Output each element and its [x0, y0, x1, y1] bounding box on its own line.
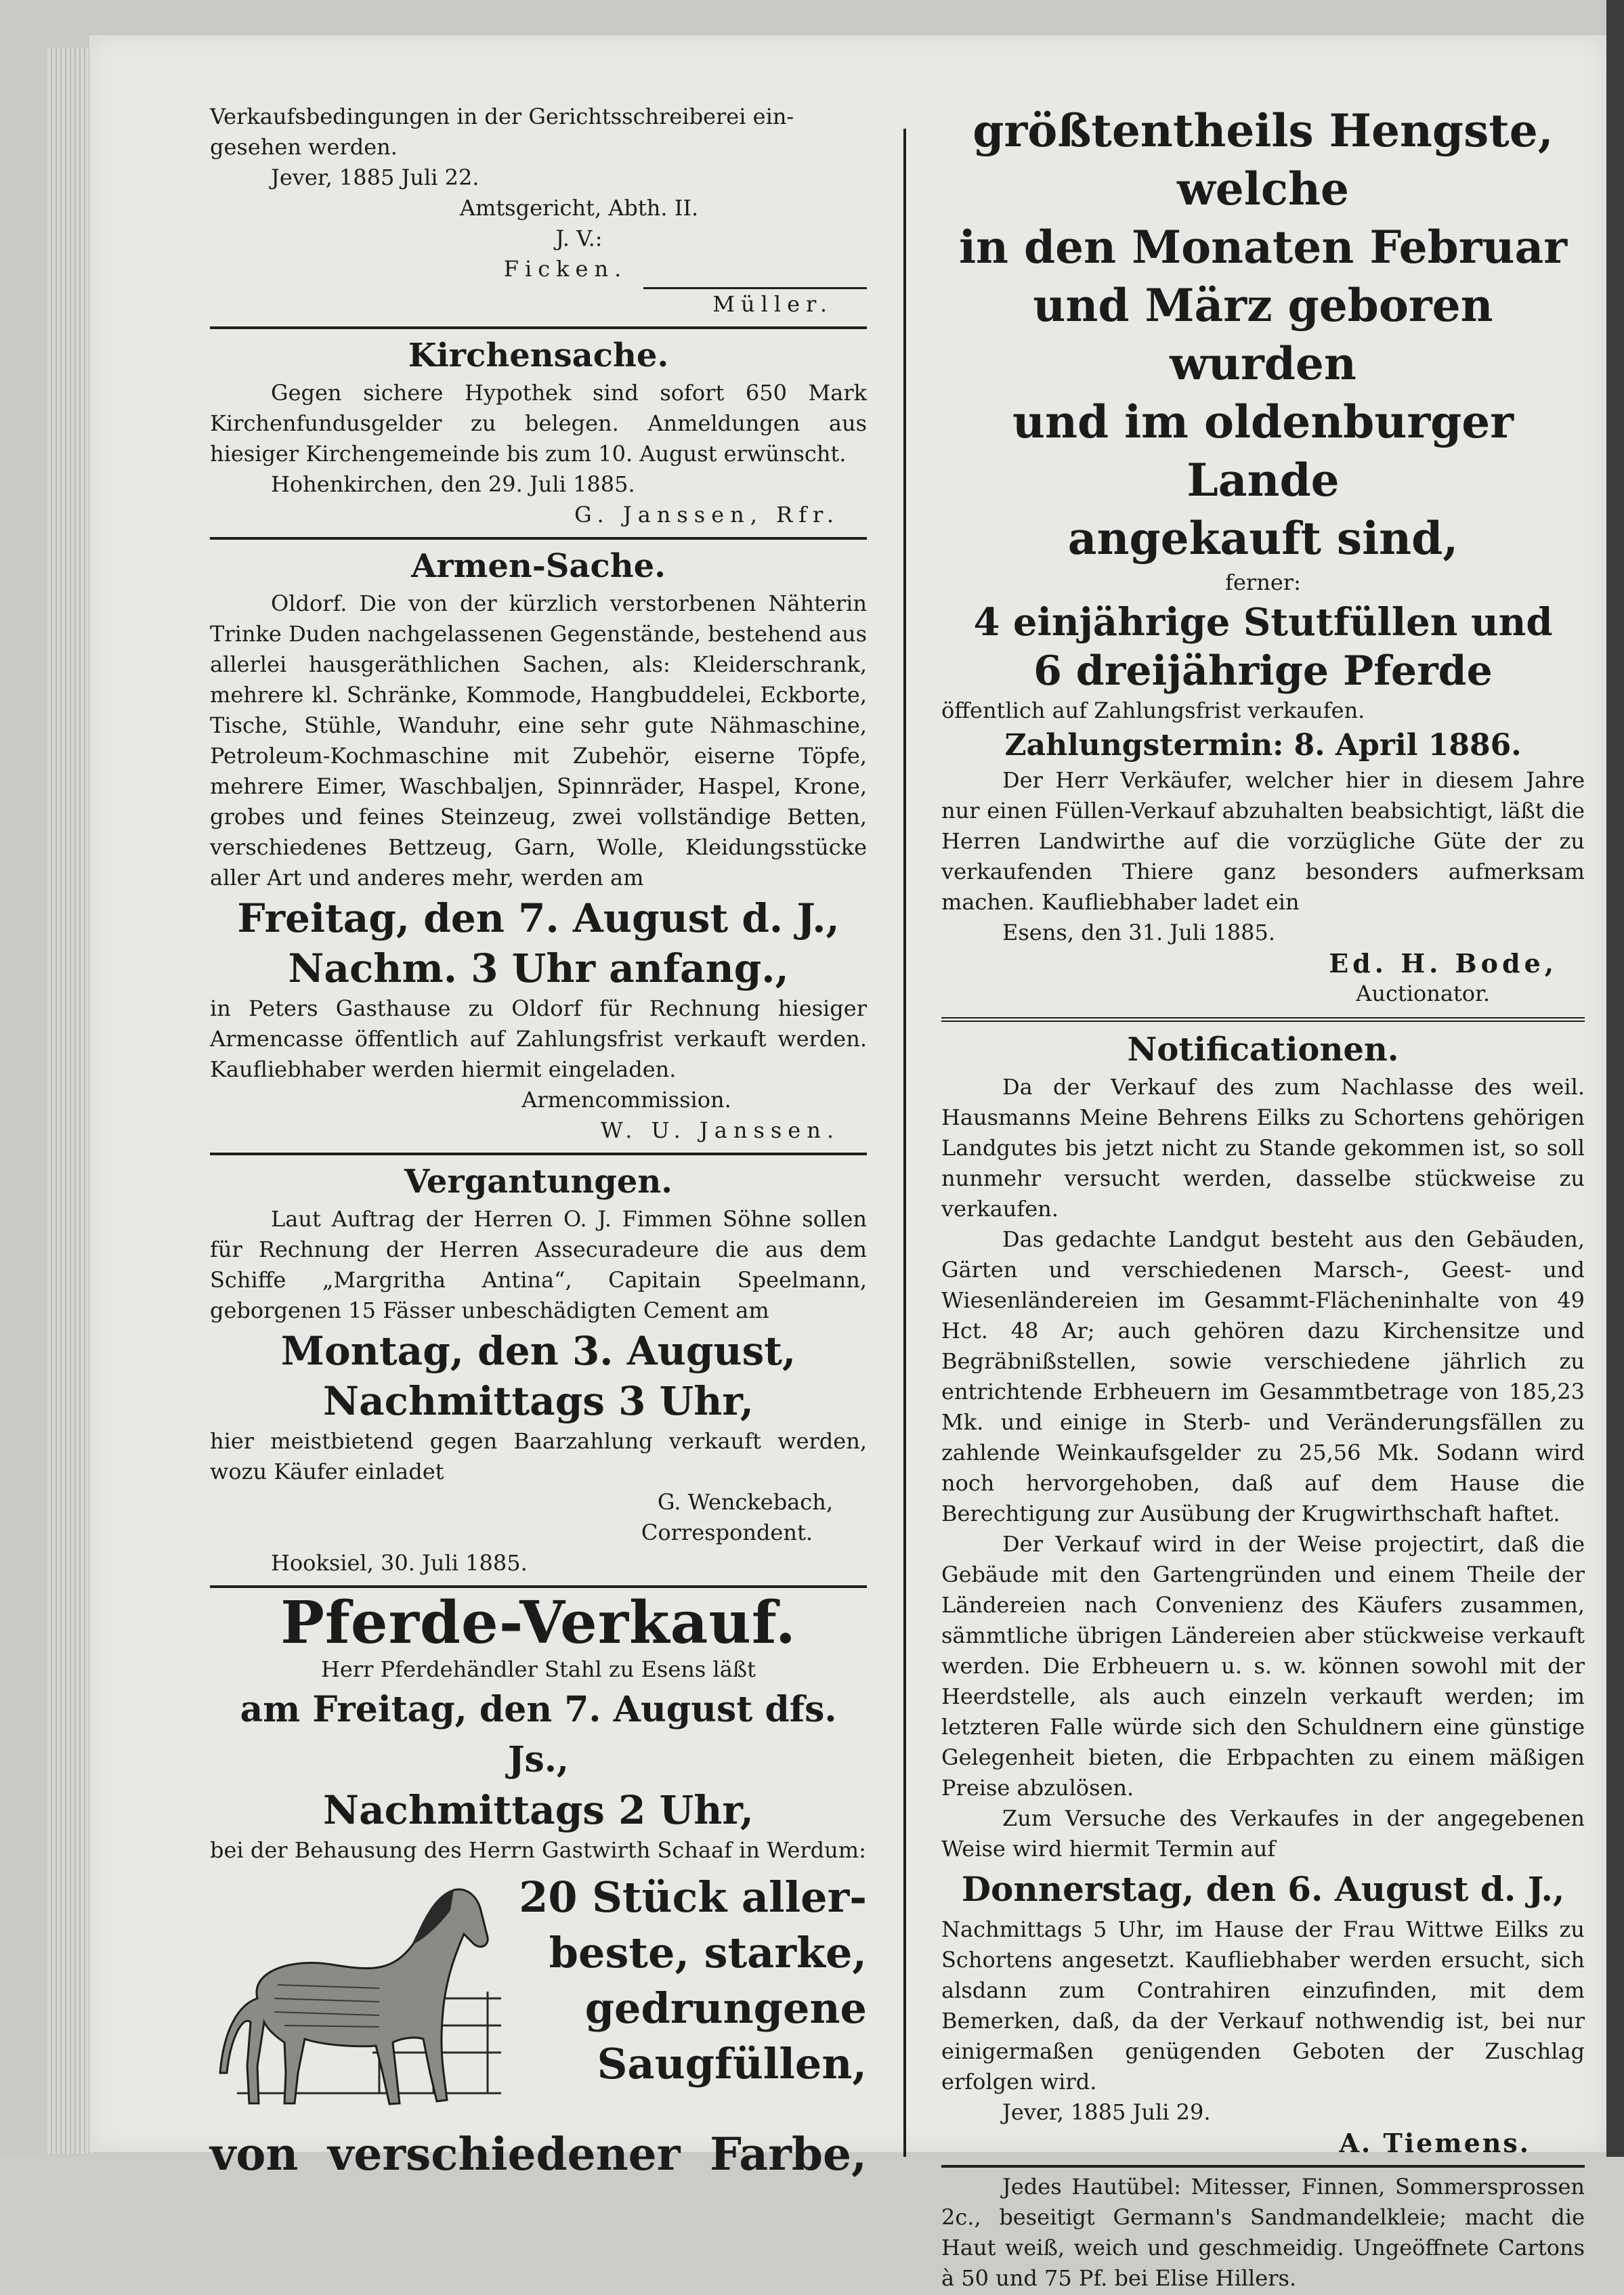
armen-body: Oldorf. Die von der kürzlich verstorbenen Nähterin Trinke Duden nachgelassenen Gegenstände, bestehend aus allerlei hausgeräthlichen Sachen, als: Kleiderschrank, mehrere kl. Schränke, Kommode, Hangbuddelei, Eckborte, Tische, Stühle, Wanduhr, eine sehr gute Nähmaschine, Petroleum-Kochmaschine mit Zubehör, eiserne Töpfe, mehrere Eimer, Waschbaljen, Spinnräder, Haspel, Krone, grobes und feines Steinzeug, zwei vollständige Betten, verschiedenes Bettzeug, Garn, Wolle, Kleidungsstücke aller Art und anderes mehr, werden am	[210, 591, 867, 891]
pferde-cont-line-7: 6 dreijährige Pferde	[1033, 647, 1493, 695]
dark-background-edge	[1606, 0, 1624, 2295]
pferde-ferner: ferner:	[1225, 570, 1301, 595]
vergantungen-body: Laut Auftrag der Herren O. J. Fimmen Söhne sollen für Rechnung der Herren Assecuradeure die aus dem Schiffe „Margritha Antina“, Capitain Speelmann, geborgenen 15 Fässer unbeschädigten Cement am	[210, 1206, 867, 1323]
armen-office: Armencommission.	[521, 1087, 731, 1113]
notif-para-4: Zum Versuche des Verkaufes in der angegebenen Weise wird hiermit Termin auf	[941, 1805, 1585, 1862]
section-rule	[210, 326, 867, 329]
horse-block	[210, 1870, 867, 2127]
kirchensache-body: Gegen sichere Hypothek sind sofort 650 Mark Kirchenfundusgelder zu belegen. Anmeldungen aus hiesiger Kirchengemeinde bis zum 10. August erwünscht.	[210, 380, 867, 467]
pferde-cont-line-1: größtentheils Hengste, welche	[973, 104, 1554, 215]
pferde-date: am Freitag, den 7. August dfs. Js.,	[240, 1689, 837, 1780]
section-rule	[941, 2165, 1585, 2168]
pferde-cont-line-2: in den Monaten Februar	[958, 221, 1568, 274]
kirchensache-place-date: Hohenkirchen, den 29. Juli 1885.	[271, 471, 635, 497]
horse-illustration	[210, 1870, 508, 2127]
section-rule	[210, 1585, 867, 1588]
pferde-cont-line-3: und März geboren wurden	[1033, 279, 1493, 390]
horse-text-line-3: gedrungene	[584, 1983, 867, 2033]
notif-date: Donnerstag, den 6. August d. J.,	[961, 1869, 1565, 1909]
pferde-cont-role: Auctionator.	[1356, 981, 1490, 1006]
pferde-time: Nachmittags 2 Uhr,	[323, 1787, 754, 1833]
hautuebel-text: Jedes Hautübel: Mitesser, Finnen, Sommersprossen 2c., beseitigt Germann's Sandmandelkleie; macht die Haut weiß, weich und geschmeidig. Ungeöffnete Cartons à 50 und 75 Pf. bei Elise Hillers.	[941, 2174, 1585, 2291]
notif-para-1: Da der Verkauf des zum Nachlasse des weil. Hausmanns Meine Behrens Eilks zu Schortens gehörigen Landgutes bis jetzt nicht zu Stande gekommen ist, so soll nunmehr versucht werden, dasselbe stückweise zu verkaufen.	[941, 1074, 1585, 1222]
pferde-cont-line-5: angekauft sind,	[1067, 512, 1459, 565]
notif-place-date: Jever, 1885 Juli 29.	[1002, 2099, 1211, 2125]
armen-body-2: in Peters Gasthause zu Oldorf für Rechnung hiesiger Armencasse öffentlich auf Zahlungsfrist verkauft werden. Kaufliebhaber werden hiermit eingeladen.	[210, 995, 867, 1082]
pferde-cont-signer: Ed. H. Bode,	[1329, 948, 1558, 979]
pferde-cont-body: Der Herr Verkäufer, welcher hier in diesem Jahre nur einen Füllen-Verkauf abzuhalten beabsichtigt, läßt die Herren Landwirthe auf die vorzügliche Güte der zu verkaufenden Thiere ganz besonders aufmerksam machen. Kaufliebhaber ladet ein	[941, 767, 1585, 915]
vergantungen-body-2: hier meistbietend gegen Baarzahlung verkauft werden, wozu Käufer einladet	[210, 1428, 867, 1484]
horse-text-line-1: 20 Stück aller-	[519, 1872, 867, 1922]
notice-line-1: Verkaufsbedingungen in der Gerichtsschreiberei ein-	[210, 104, 794, 129]
notice-place-date: Jever, 1885 Juli 22.	[271, 165, 479, 190]
notice-signer: Ficken.	[503, 256, 628, 282]
pferde-intro: Herr Pferdehändler Stahl zu Esens läßt	[320, 1656, 756, 1682]
column-divider	[903, 129, 906, 2157]
vergantungen-date: Montag, den 3. August,	[280, 1328, 796, 1374]
right-column	[941, 102, 1585, 2294]
armen-date: Freitag, den 7. August d. J.,	[237, 895, 840, 941]
section-rule	[941, 1017, 1585, 1022]
horse-icon	[210, 1870, 508, 2127]
horse-text-line-4: Saugfüllen,	[597, 2039, 867, 2088]
pferde-cont-place-date: Esens, den 31. Juli 1885.	[1002, 920, 1276, 945]
pferde-termin: Zahlungstermin: 8. April 1886.	[1004, 728, 1522, 763]
kirchensache-heading: Kirchensache.	[408, 337, 669, 374]
section-rule	[210, 1153, 867, 1155]
vergantungen-place-date: Hooksiel, 30. Juli 1885.	[271, 1550, 528, 1576]
notice-proxy: J. V.:	[555, 226, 603, 251]
vergantungen-time: Nachmittags 3 Uhr,	[323, 1378, 754, 1424]
armen-signer: W. U. Janssen.	[600, 1117, 840, 1143]
notif-signer: A. Tiemens.	[1339, 2128, 1531, 2158]
pferde-heading: Pferde-Verkauf.	[280, 1589, 796, 1657]
pferde-continued	[941, 102, 1585, 1009]
pferde-last-line: von verschiedener Farbe,	[210, 2128, 867, 2181]
vergantungen-heading: Vergantungen.	[404, 1163, 672, 1201]
notificationen-heading: Notificationen.	[1127, 1031, 1399, 1069]
horse-side-text	[508, 1870, 867, 2092]
notif-para-5: Nachmittags 5 Uhr, im Hause der Frau Wittwe Eilks zu Schortens angesetzt. Kaufliebhaber werden ersucht, sich alsdann zum Contrahiren einzufinden, mit dem Bemerken, daß, da der Verkauf nothwendig ist, bei nur einigermaßen genügenden Geboten der Zuschlag erfolgen wird.	[941, 1916, 1585, 2095]
pferde-place: bei der Behausung des Herrn Gastwirth Schaaf in Werdum:	[210, 1837, 866, 1863]
vergantungen-signer: G. Wenckebach,	[657, 1489, 833, 1515]
pferde-section	[210, 1589, 867, 2181]
notif-para-3: Der Verkauf wird in der Weise projectirt, daß die Gebäude mit den Gartengründen und einem Theile der Ländereien nach Convenienz des Käufers zusammen, sämmtliche übrigen Ländereien aber stückweise verkauft werden. Die Erbheuern u. s. w. können sowohl mit der Heerdstelle, als auch einzeln verkauft werden; im letzteren Falle würde sich den Schuldnern eine günstige Gelegenheit bieten, die Erbpachten zu einem mäßigen Preise abzulösen.	[941, 1531, 1585, 1801]
armen-section	[210, 544, 867, 1146]
notice-office: Amtsgericht, Abth. II.	[459, 195, 699, 221]
vergantungen-role: Correspondent.	[641, 1520, 813, 1545]
notif-para-2: Das gedachte Landgut besteht aus den Gebäuden, Gärten und verschiedenen Marsch-, Geest- und Wiesenländereien im Gesammt-Flächeninhalte von 49 Hct. 48 Ar; auch gehören dazu Kirchensitze und Begräbnißstellen, sowie verschiedene jährlich zu entrichtende Erbheuern im Gesammtbetrage von 185,23 Mk. und einige in Sterb- und Veränderungsfällen zu zahlende Weinkaufsgelder zu 25,56 Mk. Sodann wird noch hervorgehoben, daß auf dem Hause die Berechtigung zur Ausübung der Krugwirthschaft haftet.	[941, 1226, 1585, 1526]
pferde-sub: öffentlich auf Zahlungsfrist verkaufen.	[941, 698, 1365, 723]
section-rule	[210, 537, 867, 540]
court-notice	[210, 102, 867, 320]
left-column	[210, 102, 867, 2181]
page-stack-edges	[47, 47, 95, 2153]
kirchensache-section	[210, 333, 867, 530]
notificationen-section	[941, 1027, 1585, 2158]
pferde-cont-line-4: und im oldenburger Lande	[1012, 395, 1514, 507]
pferde-cont-line-6: 4 einjährige Stutfüllen und	[973, 600, 1553, 645]
notice-clerk: Müller.	[712, 291, 833, 317]
notice-line-2: gesehen werden.	[210, 134, 398, 160]
armen-heading: Armen-Sache.	[411, 547, 666, 585]
armen-time: Nachm. 3 Uhr anfang.,	[288, 945, 789, 991]
horse-text-line-2: beste, starke,	[549, 1928, 867, 1977]
vergantungen-section	[210, 1159, 867, 1579]
kirchensache-signer: G. Janssen, Rfr.	[574, 502, 840, 528]
hautuebel-ad	[941, 2172, 1585, 2294]
